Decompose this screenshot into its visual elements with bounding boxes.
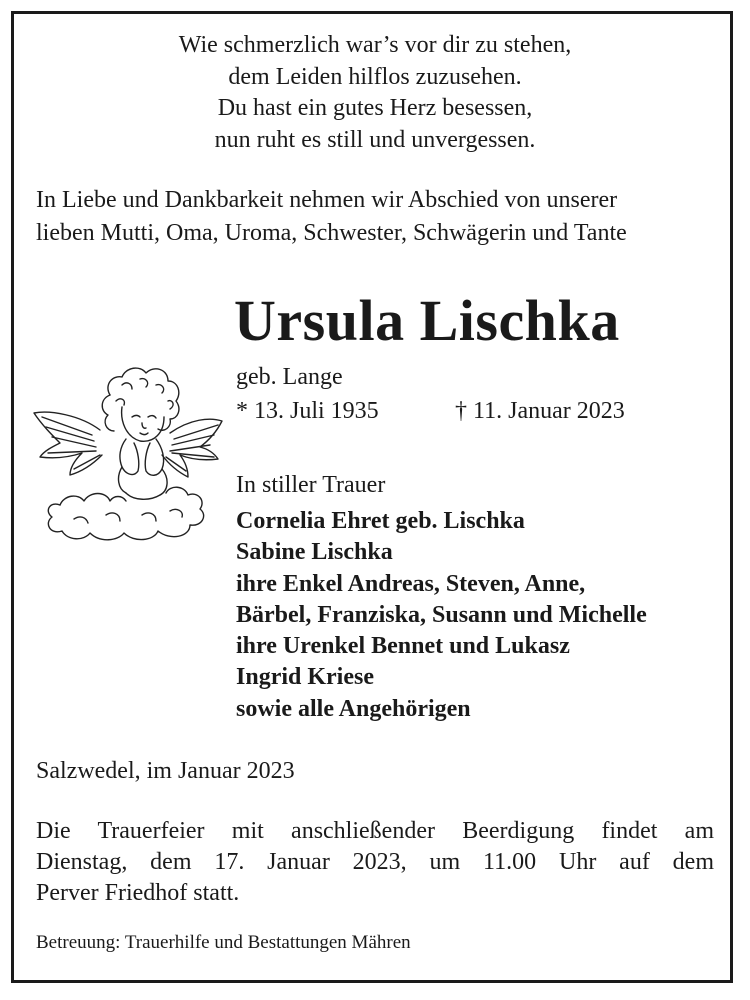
cherub-angel-icon [30, 355, 225, 545]
poem [0, 30, 750, 156]
poem-line: nun ruht es still und unvergessen. [214, 126, 536, 153]
intro-line: In Liebe und Dankbarkeit nehmen wir Abschied von unserer [36, 187, 618, 213]
mourners-list [236, 506, 647, 725]
poem-line: dem Leiden hilflos zuzusehen. [228, 63, 522, 90]
mourner-line: Cornelia Ehret geb. Lischka [236, 508, 525, 534]
birth-date: * 13. Juli 1935 [236, 398, 379, 424]
funeral-notice [36, 816, 714, 909]
mourner-line: sowie alle Angehörigen [236, 695, 471, 722]
place-date: Salzwedel, im Januar 2023 [36, 758, 295, 784]
mourner-line: ihre Urenkel Bennet und Lukasz [236, 633, 570, 660]
deceased-name: Ursula Lischka [234, 288, 620, 353]
mourner-line: ihre Enkel Andreas, Steven, Anne, [236, 570, 586, 597]
farewell-intro [36, 184, 726, 250]
mourner-line: Bärbel, Franziska, Susann und Michelle [236, 601, 647, 628]
mourner-line: Ingrid Kriese [236, 664, 374, 691]
birth-name: geb. Lange [236, 364, 343, 390]
poem-line: Du hast ein gutes Herz besessen, [217, 95, 533, 121]
intro-line: lieben Mutti, Oma, Uroma, Schwester, Schwägerin und Tante [36, 220, 627, 246]
funeral-line: Dienstag, dem 17. Januar 2023, um 11.00 Uhr auf dem [36, 849, 714, 875]
death-date: † 11. Januar 2023 [455, 398, 625, 424]
mourner-line: Sabine Lischka [236, 539, 393, 566]
funeral-care-credit: Betreuung: Trauerhilfe und Bestattungen Mähren [36, 932, 411, 953]
funeral-line: Perver Friedhof statt. [36, 880, 240, 906]
mourners-intro: In stiller Trauer [236, 472, 386, 498]
poem-line: Wie schmerzlich war’s vor dir zu stehen, [178, 32, 572, 58]
funeral-line: Die Trauerfeier mit anschließender Beerdigung findet am [36, 818, 714, 844]
